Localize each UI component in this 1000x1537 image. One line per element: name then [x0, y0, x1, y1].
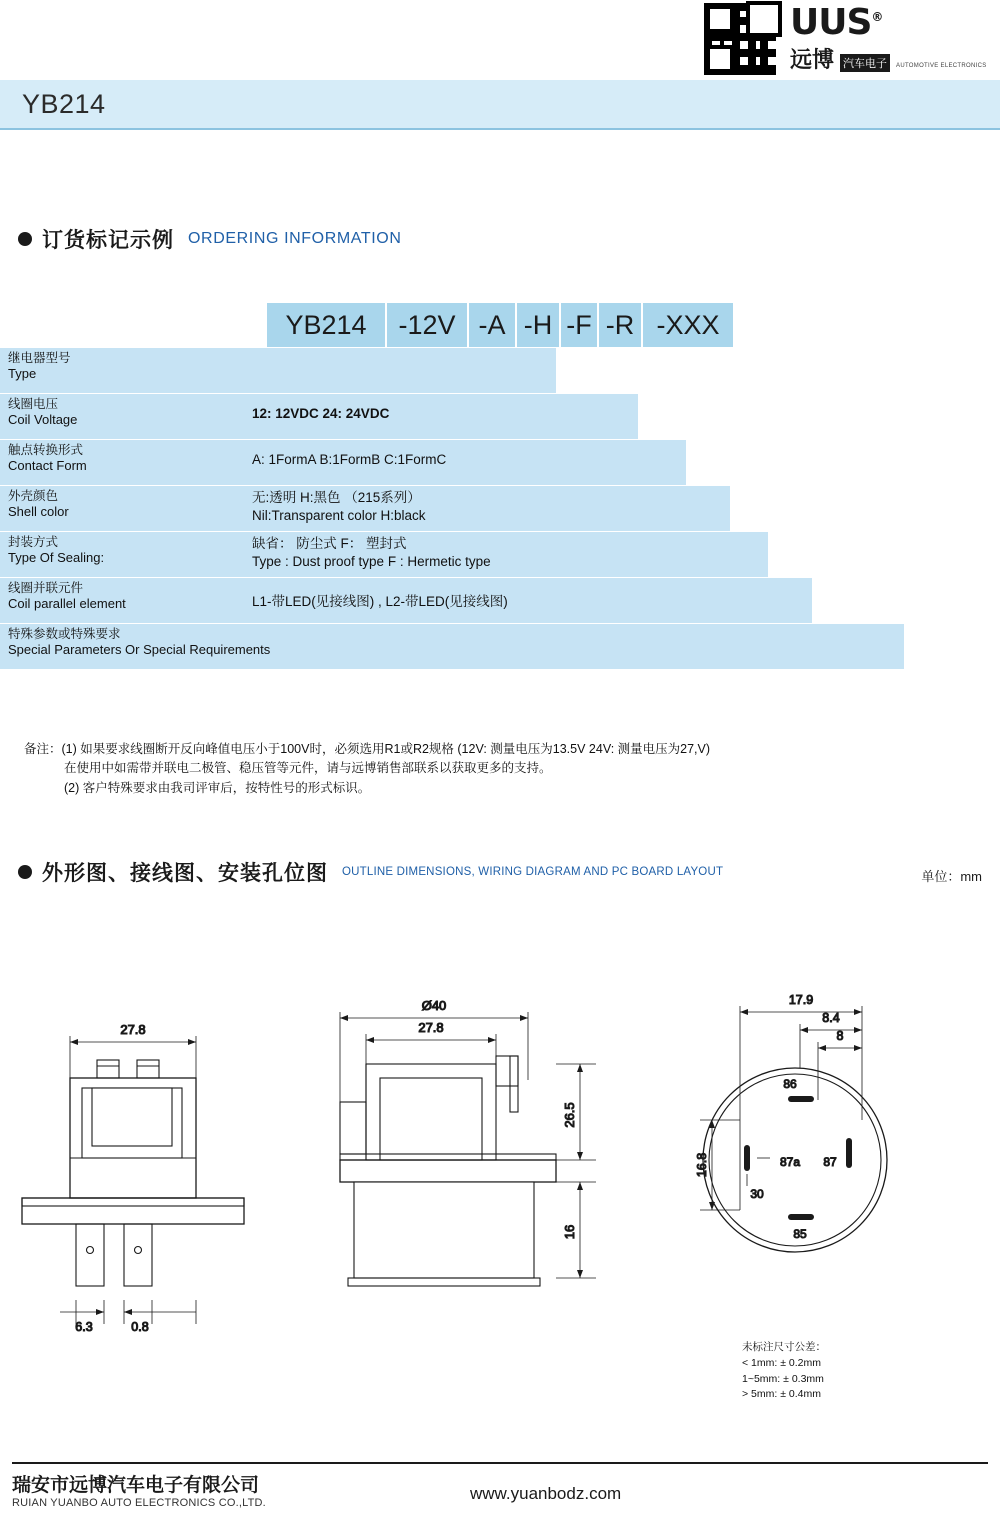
code-cell-sealing: -F	[560, 302, 598, 348]
row-label-cn: 线圈电压	[8, 397, 59, 411]
pcb-dim-8-label: 8	[836, 1029, 844, 1043]
table-row	[0, 578, 812, 624]
row-values: 12: 12VDC 24: 24VDC	[252, 406, 390, 421]
table-row	[0, 394, 638, 440]
pad-87a	[744, 1145, 750, 1171]
registered-mark: ®	[871, 9, 883, 24]
row-label-cn: 特殊参数或特殊要求	[8, 627, 121, 641]
side-view-lower-height-label: 16	[562, 1224, 577, 1240]
ordering-heading-en: ORDERING INFORMATION	[188, 230, 402, 247]
pad-87	[846, 1138, 852, 1168]
ordering-section-heading	[18, 224, 401, 254]
pcb-terminal-85-label: 85	[793, 1227, 807, 1241]
row-label-cn: 线圈并联元件	[8, 581, 84, 595]
ordering-heading-cn: 订货标记示例	[42, 229, 174, 252]
unit-note: 单位：mm	[921, 869, 982, 884]
tolerance-line-1: < 1mm: ± 0.2mm	[742, 1356, 821, 1369]
side-view-dim-heights	[556, 1064, 596, 1278]
tolerance-line-2: 1~5mm: ± 0.3mm	[742, 1372, 824, 1385]
pcb-terminal-87a-label: 87a	[779, 1155, 801, 1169]
table-row	[0, 486, 730, 532]
row-label-cn: 继电器型号	[8, 351, 71, 365]
row-label-en: Type Of Sealing:	[8, 549, 105, 565]
drawings-area	[0, 960, 1000, 1380]
code-cell-shell-color: -H	[516, 302, 560, 348]
pad-85	[788, 1214, 814, 1220]
page-title: YB214	[22, 89, 106, 119]
row-values: 无:透明 H:黑色 （215系列）	[252, 490, 421, 505]
logo-chinese-tag: 汽车电子	[840, 54, 890, 72]
row-values: 缺省： 防尘式 F： 塑封式	[252, 536, 407, 551]
side-view-width-label: 27.8	[418, 1020, 444, 1035]
row-label-en: Coil Voltage	[8, 411, 78, 427]
tolerance-line-3: > 5mm: ± 0.4mm	[742, 1388, 821, 1401]
row-label-cn: 触点转换形式	[8, 443, 84, 457]
side-view-dim-width	[366, 1034, 496, 1078]
front-view-pin-a-label: 6.3	[75, 1320, 93, 1334]
code-cell-coil-element: -R	[598, 302, 642, 348]
code-cell-voltage: -12V	[386, 302, 468, 348]
remark-title: 备注：	[24, 742, 62, 756]
row-label-en: Shell color	[8, 503, 69, 519]
table-row	[0, 348, 556, 394]
row-label-en: Special Parameters Or Special Requirements	[8, 641, 271, 657]
footer-divider	[12, 1462, 988, 1464]
outline-heading-cn: 外形图、接线图、安装孔位图	[42, 862, 328, 885]
ordering-code-row	[0, 300, 1000, 348]
code-cell-special: -XXX	[642, 302, 734, 348]
pcb-terminal-87-label: 87	[823, 1155, 837, 1169]
front-view-base	[22, 1198, 244, 1224]
front-view-width-label: 27.8	[120, 1022, 146, 1037]
remark-line-3: (2) 客户特殊要求由我司评审后，按特性号的形式标识。	[64, 780, 371, 795]
pcb-dim-84-label: 8.4	[822, 1011, 840, 1025]
tolerance-title: 未标注尺寸公差：	[742, 1341, 826, 1353]
front-view-dim-width	[70, 1036, 196, 1078]
bullet-icon	[18, 865, 32, 879]
page-title-bar	[0, 80, 1000, 128]
row-values: A: 1FormA B:1FormB C:1FormC	[252, 452, 447, 467]
pcb-dim-179-label: 17.9	[788, 993, 814, 1007]
pad-86	[788, 1096, 814, 1102]
pcb-view-top-dims	[740, 1006, 862, 1120]
front-view-terminals	[76, 1224, 152, 1286]
pcb-dim-168-label: 16.8	[695, 1152, 709, 1178]
code-cell-type: YB214	[266, 302, 386, 348]
table-row	[0, 532, 768, 578]
row-label-cn: 封装方式	[8, 535, 59, 549]
drawings-svg	[0, 960, 1000, 1380]
logo-wordmark	[790, 1, 987, 43]
outline-heading-en: OUTLINE DIMENSIONS, WIRING DIAGRAM AND PC BOARD LAYOUT	[342, 866, 724, 878]
title-divider	[0, 128, 1000, 130]
row-label-en: Type	[8, 365, 37, 381]
ordering-step-rows	[0, 348, 1000, 670]
ordering-code-table	[0, 300, 1000, 670]
row-values-line2: Nil:Transparent color H:black	[252, 508, 426, 524]
tolerance-note	[742, 1340, 826, 1403]
remark-line-1: (1) 如果要求线圈断开反向峰值电压小于100V时，必须选用R1或R2规格 (12V: 测量电压为13.5V 24V: 测量电压为27,V)	[61, 742, 711, 756]
footer-company-cn: 瑞安市远博汽车电子有限公司	[12, 1475, 260, 1496]
bullet-icon	[18, 232, 32, 246]
brand-logo	[700, 0, 1000, 78]
footer-website-url: www.yuanbodz.com	[470, 1484, 622, 1503]
logo-text-group	[790, 1, 987, 74]
code-cell-contact-form: -A	[468, 302, 516, 348]
qr-code-icon	[704, 3, 776, 75]
logo-wordmark-text: UUS	[790, 1, 872, 43]
side-view-diameter-label: Ø40	[421, 998, 447, 1013]
row-values: L1-带LED(见接线图) , L2-带LED(见接线图)	[252, 594, 508, 609]
footer-company-en: RUIAN YUANBO AUTO ELECTRONICS CO.,LTD.	[12, 1497, 266, 1509]
pcb-terminal-86-label: 86	[783, 1077, 797, 1091]
row-values-line2: Type : Dust proof type F : Hermetic type	[252, 554, 491, 570]
side-view-body	[340, 1056, 556, 1286]
front-view-pin-b-label: 0.8	[131, 1320, 149, 1334]
remark-line-2: 在使用中如需带并联电二极管、稳压管等元件，请与远博销售部联系以获取更多的支持。	[64, 761, 552, 776]
ordering-remarks	[24, 740, 710, 798]
logo-english-tag: AUTOMOTIVE ELECTRONICS	[896, 62, 987, 69]
pcb-dim-30-label: 30	[750, 1187, 764, 1201]
row-label-cn: 外壳颜色	[8, 489, 59, 503]
side-view-upper-height-label: 26.5	[562, 1102, 577, 1128]
table-row	[0, 440, 686, 486]
row-label-en: Coil parallel element	[8, 595, 126, 611]
outline-section-heading	[18, 857, 723, 887]
front-view-body	[70, 1060, 196, 1198]
row-label-en: Contact Form	[8, 457, 87, 473]
logo-chinese-name: 远博	[790, 46, 835, 72]
table-row	[0, 624, 904, 670]
